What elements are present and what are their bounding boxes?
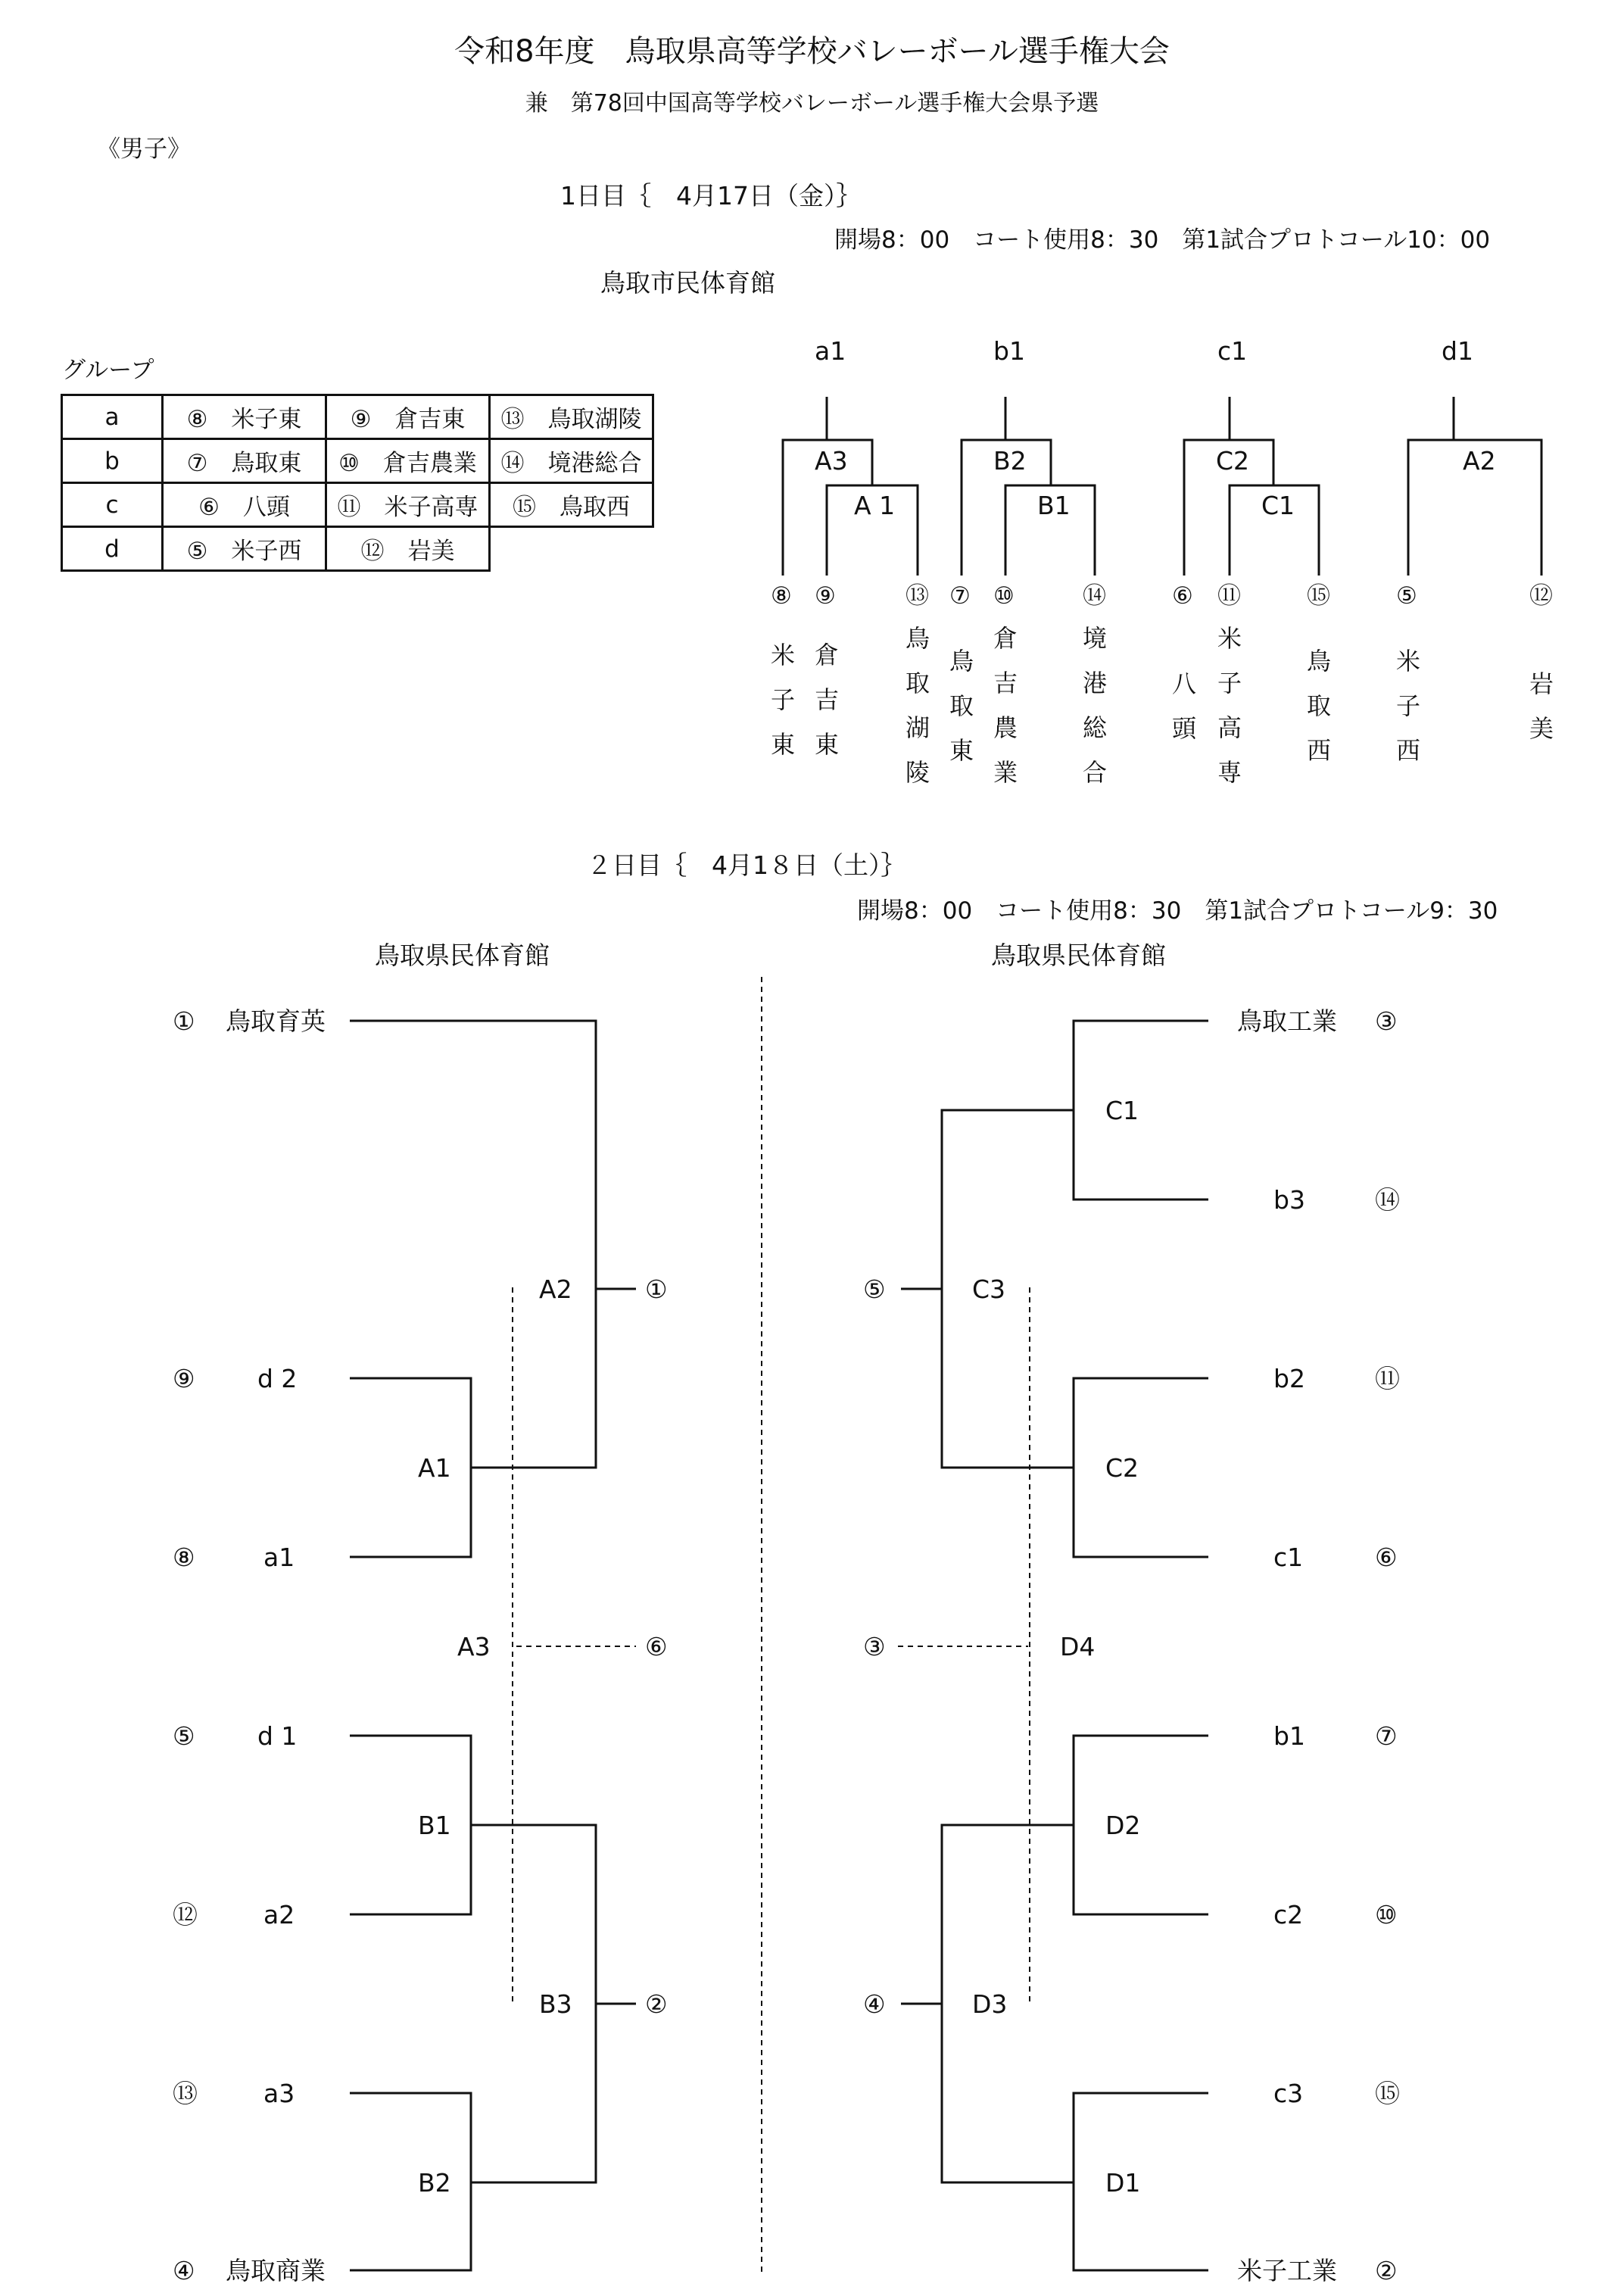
team-name-vertical: 鳥取東: [949, 647, 974, 765]
entry-name: b2: [1273, 1364, 1305, 1393]
entry-name: d 2: [257, 1364, 298, 1393]
court-number: ②: [645, 1989, 668, 2019]
team-number: ⑪: [1217, 582, 1241, 610]
entry-number: ⑪: [1375, 1364, 1400, 1393]
match-label: D1: [1105, 2168, 1141, 2198]
match-label: B3: [539, 1989, 572, 2019]
entry-number: ⑥: [1375, 1543, 1398, 1572]
group-letter: d: [62, 527, 163, 571]
entry-number: ⑭: [1375, 1185, 1400, 1215]
group-team: ⑦ 鳥取東: [163, 439, 326, 483]
entry-number: ⑫: [173, 1900, 198, 1930]
match-label: C2: [1216, 446, 1250, 476]
team-name-vertical: 倉吉東: [814, 641, 839, 759]
match-label: C3: [972, 1274, 1006, 1304]
day1-date: 1日目｛ 4月17日（金）｝: [560, 181, 862, 211]
team-number: ⑦: [949, 582, 971, 610]
team-number: ⑩: [993, 582, 1015, 610]
match-label: A2: [1463, 446, 1496, 476]
entry-name: c1: [1273, 1543, 1304, 1572]
day1-schedule: 開場8：00 コート使用8：30 第1試合プロトコール10：00: [834, 226, 1491, 254]
entry-number: ⑦: [1375, 1721, 1398, 1751]
court-number: ⑥: [645, 1632, 668, 1661]
group-letter: b: [62, 439, 163, 483]
day2-venue-right: 鳥取県民体育館: [991, 941, 1166, 970]
court-number: ③: [863, 1632, 886, 1661]
group-team: ⑮ 鳥取西: [490, 483, 653, 527]
match-label: A3: [815, 446, 848, 476]
page-title: 令和8年度 鳥取県高等学校バレーボール選手権大会: [454, 34, 1170, 69]
page-subtitle: 兼 第78回中国高等学校バレーボール選手権大会県予選: [525, 90, 1099, 117]
entry-name: a1: [263, 1543, 295, 1572]
match-label: B1: [418, 1811, 451, 1840]
match-label: A 1: [854, 491, 896, 520]
entry-name: d 1: [257, 1721, 298, 1751]
entry-name: a2: [263, 1900, 295, 1930]
entry-name: 鳥取商業: [226, 2256, 326, 2285]
team-number: ⑥: [1172, 582, 1193, 610]
division-label: 《男子》: [97, 136, 191, 163]
group-letter: c: [62, 483, 163, 527]
group-team: ⑧ 米子東: [163, 395, 326, 439]
entry-name: a3: [263, 2079, 295, 2108]
group-letter: a: [62, 395, 163, 439]
match-label: B1: [1037, 491, 1071, 520]
match-label: D4: [1060, 1632, 1096, 1661]
team-number: ⑨: [815, 582, 836, 610]
match-label: C2: [1105, 1453, 1139, 1483]
match-label: B2: [418, 2168, 451, 2198]
day2-venue-left: 鳥取県民体育館: [375, 941, 550, 970]
team-number: ⑭: [1083, 582, 1106, 610]
team-name-vertical: 鳥取西: [1306, 647, 1331, 765]
entry-number: ⑩: [1375, 1900, 1398, 1930]
entry-number: ⑨: [173, 1364, 195, 1393]
entry-number: ⑮: [1375, 2079, 1400, 2108]
match-label: D3: [972, 1989, 1008, 2019]
group-team: ⑤ 米子西: [163, 527, 326, 571]
day2-schedule: 開場8：00 コート使用8：30 第1試合プロトコール9：30: [857, 897, 1498, 925]
entry-number: ①: [173, 1006, 195, 1036]
entry-name: 鳥取工業: [1237, 1006, 1337, 1036]
group-team: ⑫ 岩美: [326, 527, 490, 571]
winner-label-c1: c1: [1217, 336, 1248, 366]
team-name-vertical: 岩美: [1529, 669, 1554, 743]
entry-name: c3: [1273, 2079, 1304, 2108]
court-number: ①: [645, 1274, 668, 1304]
day1-venue: 鳥取市民体育館: [600, 268, 775, 298]
group-team: ⑭ 境港総合: [490, 439, 653, 483]
court-number: ⑤: [863, 1274, 886, 1304]
group-team: ⑬ 鳥取湖陵: [490, 395, 653, 439]
team-number: ⑫: [1529, 582, 1553, 610]
entry-name: 米子工業: [1237, 2256, 1337, 2285]
entry-name: b1: [1273, 1721, 1305, 1751]
day2-date: ２日目｛ 4月1８日（土）｝: [587, 850, 906, 880]
team-name-vertical: 倉吉農業: [993, 624, 1018, 787]
team-name-vertical: 八頭: [1171, 669, 1196, 743]
team-number: ⑮: [1307, 582, 1330, 610]
entry-number: ③: [1375, 1006, 1398, 1036]
team-name-vertical: 米子西: [1395, 647, 1420, 765]
group-label: グループ: [62, 357, 154, 384]
entry-number: ⑤: [173, 1721, 195, 1751]
winner-label-a1: a1: [815, 336, 846, 366]
match-label: C1: [1105, 1096, 1139, 1125]
team-name-vertical: 鳥取湖陵: [905, 624, 930, 787]
entry-number: ⑬: [173, 2079, 198, 2108]
entry-number: ④: [173, 2256, 195, 2285]
entry-name: b3: [1273, 1185, 1305, 1215]
match-label: A2: [539, 1274, 572, 1304]
match-label: C1: [1261, 491, 1295, 520]
entry-name: 鳥取育英: [226, 1006, 326, 1036]
entry-number: ⑧: [173, 1543, 195, 1572]
group-team: ⑨ 倉吉東: [326, 395, 490, 439]
entry-name: c2: [1273, 1900, 1304, 1930]
group-team: ⑪ 米子高専: [326, 483, 490, 527]
team-name-vertical: 米子東: [770, 641, 795, 759]
team-number: ⑤: [1396, 582, 1417, 610]
match-label: A3: [457, 1632, 491, 1661]
winner-label-d1: d1: [1442, 336, 1473, 366]
team-number: ⑧: [771, 582, 792, 610]
group-team: ⑩ 倉吉農業: [326, 439, 490, 483]
winner-label-b1: b1: [993, 336, 1025, 366]
group-team: ⑥ 八頭: [163, 483, 326, 527]
team-name-vertical: 米子高専: [1217, 624, 1242, 787]
match-label: D2: [1105, 1811, 1141, 1840]
entry-number: ②: [1375, 2256, 1398, 2285]
team-name-vertical: 境港総合: [1082, 624, 1107, 787]
court-number: ④: [863, 1989, 886, 2019]
match-label: B2: [993, 446, 1027, 476]
team-number: ⑬: [906, 582, 929, 610]
match-label: A1: [418, 1453, 451, 1483]
